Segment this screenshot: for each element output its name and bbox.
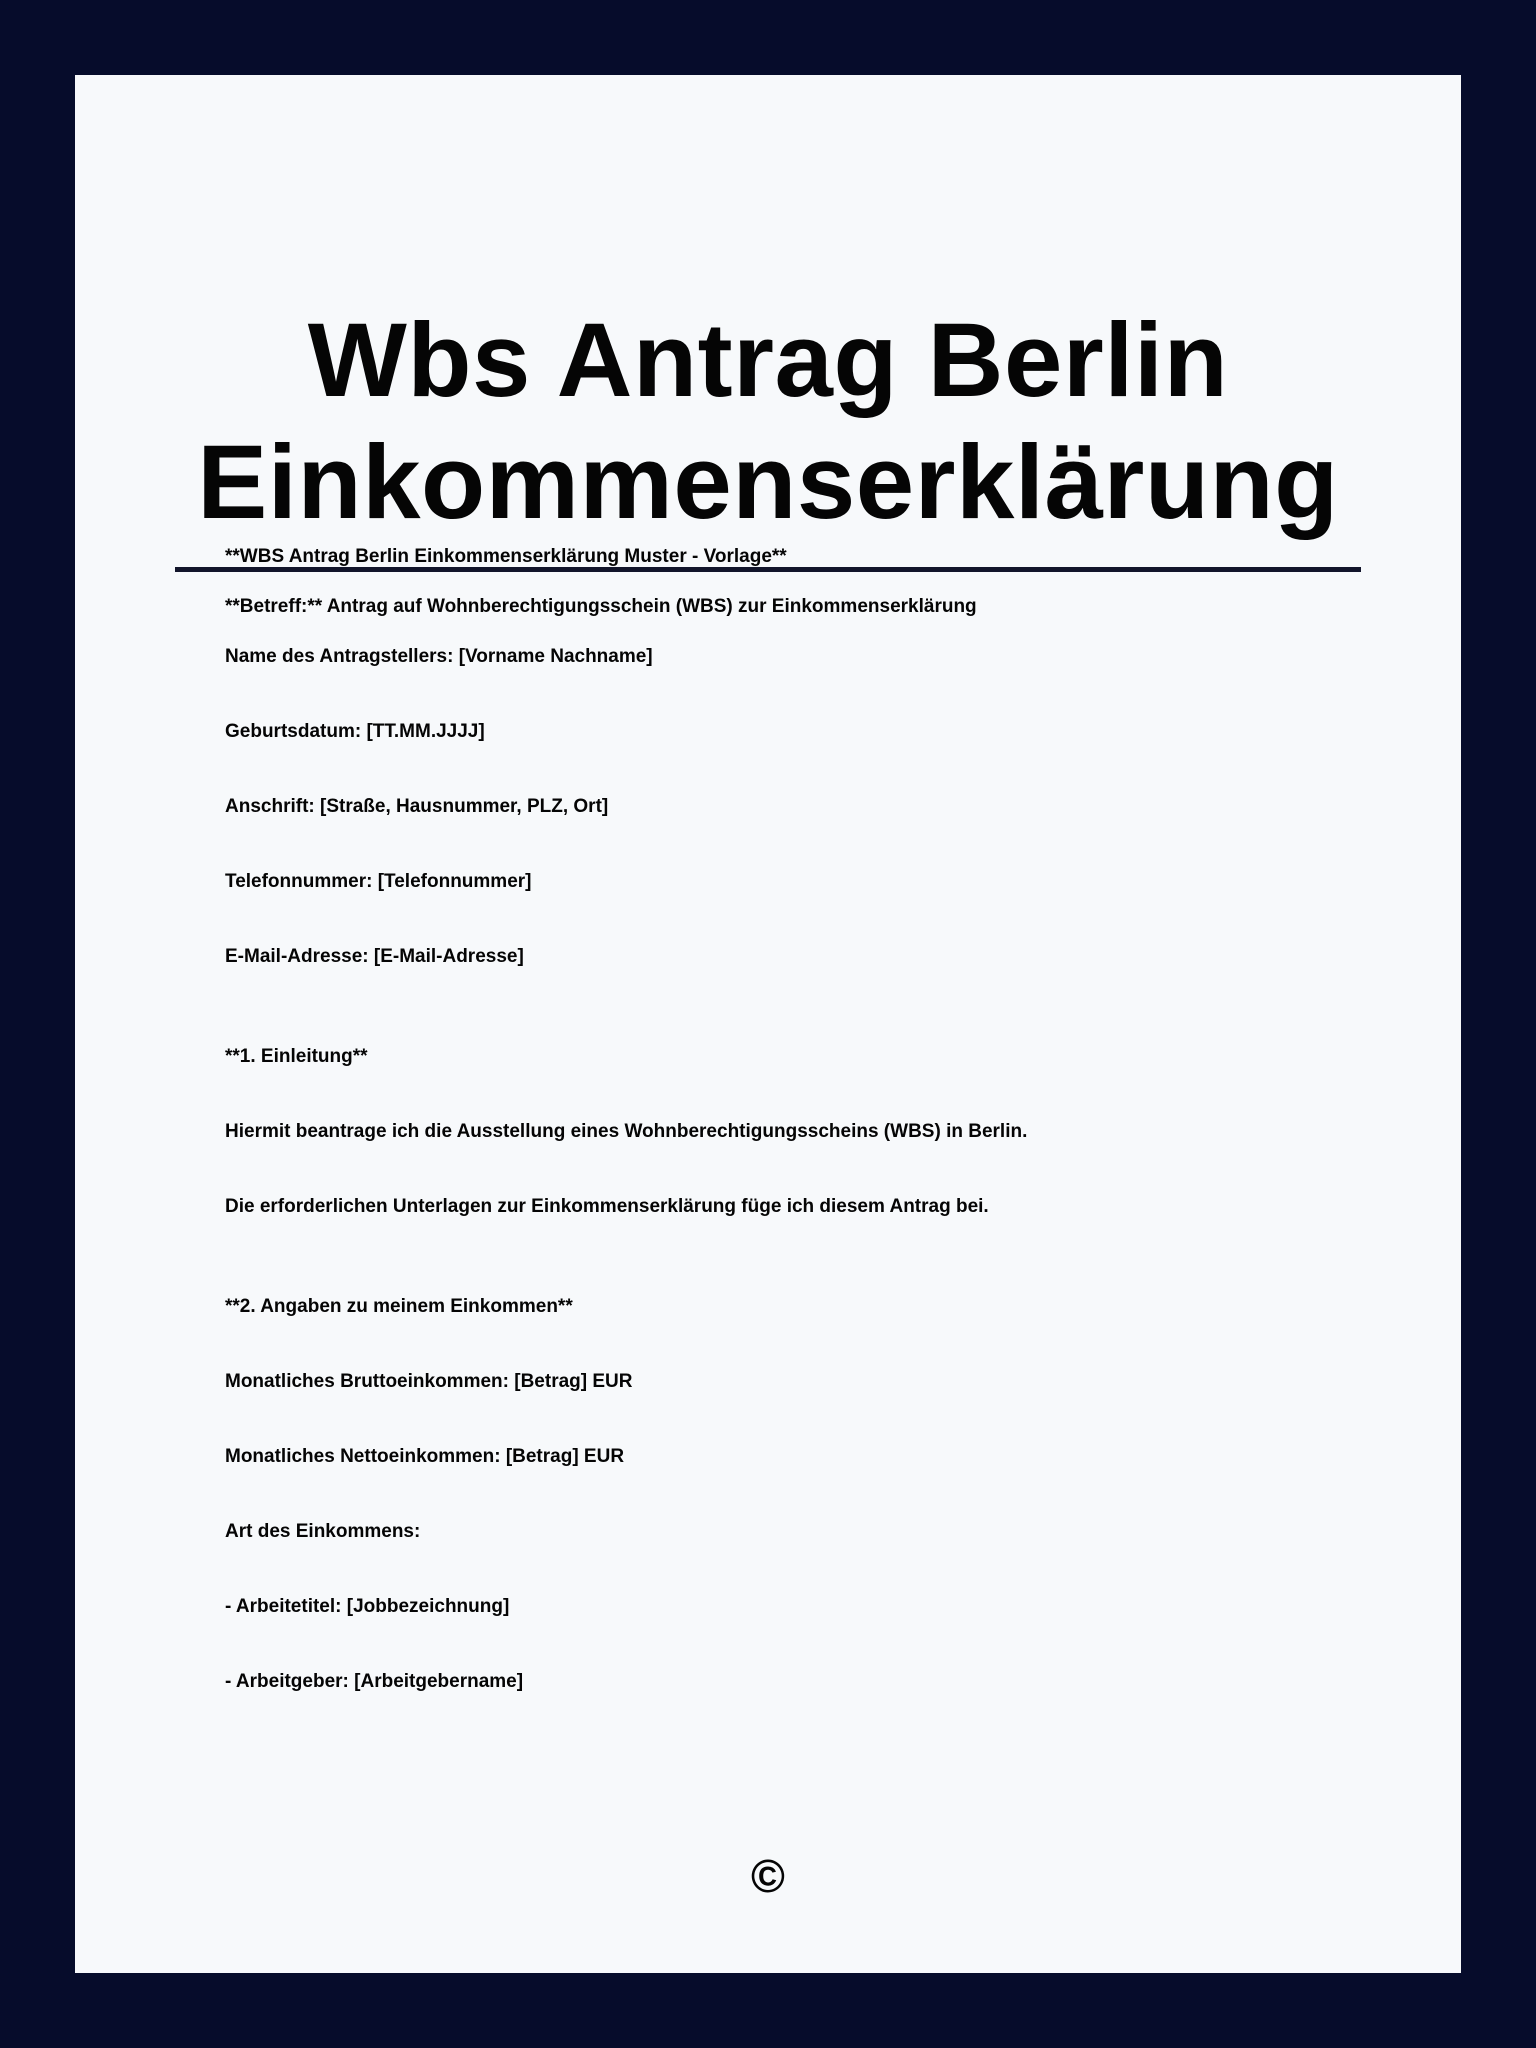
section-heading-introduction: **1. Einleitung** (225, 1046, 368, 1067)
job-title-line: - Arbeitetitel: [Jobbezeichnung] (225, 1596, 510, 1617)
introduction-paragraph-1: Hiermit beantrage ich die Ausstellung eines Wohnberechtigungsscheins (WBS) in Berlin. (225, 1121, 1028, 1142)
address-line: Anschrift: [Straße, Hausnummer, PLZ, Ort] (225, 796, 609, 817)
applicant-name-line: Name des Antragstellers: [Vorname Nachname] (225, 646, 653, 667)
net-income-line: Monatliches Nettoeinkommen: [Betrag] EUR (225, 1446, 625, 1467)
employer-line: - Arbeitgeber: [Arbeitgebername] (225, 1671, 524, 1692)
copyright-icon: © (751, 1850, 785, 1902)
document-title (75, 300, 1461, 544)
section-heading-income: **2. Angaben zu meinem Einkommen** (225, 1296, 573, 1317)
document-page (75, 75, 1461, 1973)
email-line: E-Mail-Adresse: [E-Mail-Adresse] (225, 946, 524, 967)
phone-line: Telefonnummer: [Telefonnummer] (225, 871, 532, 892)
title-line-2: Einkommenserklärung (197, 424, 1339, 541)
income-type-line: Art des Einkommens: (225, 1521, 421, 1542)
introduction-paragraph-2: Die erforderlichen Unterlagen zur Einkommenserklärung füge ich diesem Antrag bei. (225, 1196, 989, 1217)
title-line-1: Wbs Antrag Berlin (307, 302, 1229, 419)
birthdate-line: Geburtsdatum: [TT.MM.JJJJ] (225, 721, 485, 742)
subject-line: **Betreff:** Antrag auf Wohnberechtigungsschein (WBS) zur Einkommenserklärung (225, 596, 977, 617)
gross-income-line: Monatliches Bruttoeinkommen: [Betrag] EUR (225, 1371, 633, 1392)
document-heading: **WBS Antrag Berlin Einkommenserklärung Muster - Vorlage** (225, 546, 787, 567)
